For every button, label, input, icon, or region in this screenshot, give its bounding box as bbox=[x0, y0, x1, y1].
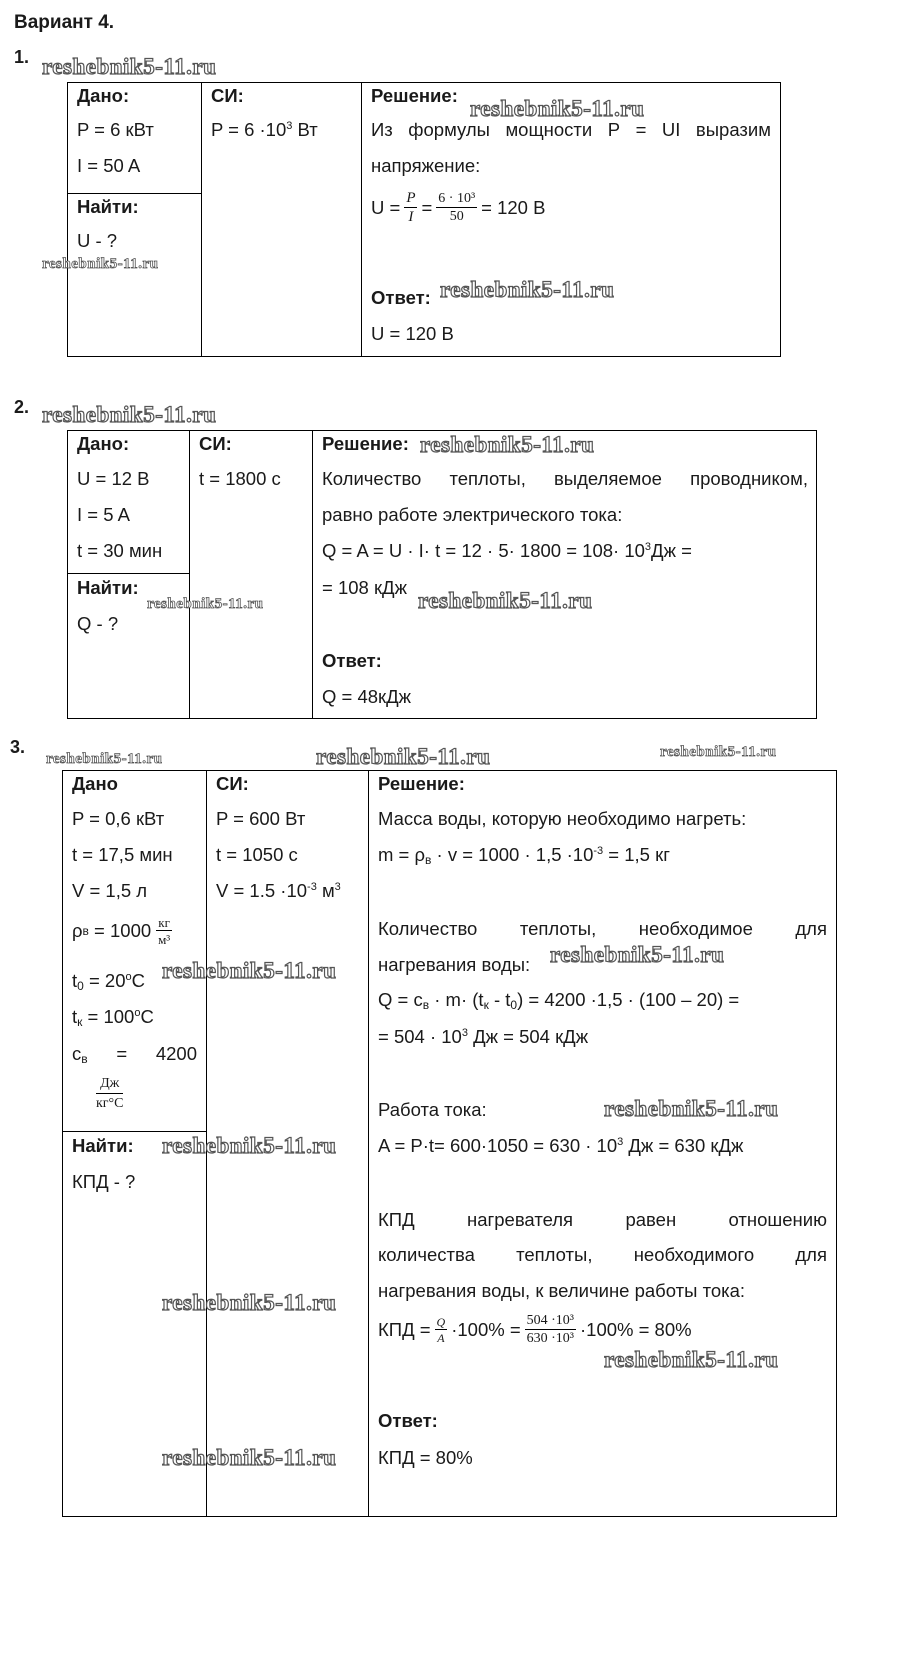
watermark: reshebnik5-11.ru bbox=[660, 744, 777, 760]
specific-heat-unit: $\frac{Дж}{кг^\circ C}$ bbox=[96, 1076, 124, 1111]
watermark: reshebnik5-11.ru bbox=[316, 744, 491, 769]
solution-line-4: нагревания воды: bbox=[378, 954, 531, 975]
solution-line-1: Из формулы мощности P = UI выразим bbox=[371, 119, 771, 140]
watermark: reshebnik5-11.ru bbox=[147, 596, 264, 612]
watermark: reshebnik5-11.ru bbox=[604, 1347, 779, 1372]
given-header: Дано: bbox=[77, 85, 130, 106]
problem-2-number: 2. bbox=[14, 397, 30, 417]
si-time: t = 1050 с bbox=[216, 844, 298, 865]
solution-header: Решение: bbox=[322, 433, 409, 454]
watermark: reshebnik5-11.ru bbox=[418, 588, 593, 613]
solution-line-9: КПД нагревателя равен отношению bbox=[378, 1209, 827, 1230]
solution-header: Решение: bbox=[378, 773, 465, 794]
answer-header: Ответ: bbox=[322, 650, 382, 671]
answer-value: КПД = 80% bbox=[378, 1447, 473, 1468]
solution-line-10: количества теплоты, необходимого для bbox=[378, 1244, 827, 1265]
watermark: reshebnik5-11.ru bbox=[162, 1290, 337, 1315]
si-time: t = 1800 с bbox=[199, 468, 281, 489]
solution-line-2: напряжение: bbox=[371, 155, 481, 176]
given-power: P = 6 кВт bbox=[77, 119, 154, 140]
watermark: reshebnik5-11.ru bbox=[162, 958, 337, 983]
given-header: Дано bbox=[72, 773, 118, 794]
given-current: I = 5 A bbox=[77, 504, 130, 525]
solution-line-1: Количество теплоты, выделяемое проводником, bbox=[322, 468, 808, 489]
power-formula: U = $\frac{P}{I}$ = $\frac{\text{6 · 10³}}{50}$ = 120 В bbox=[371, 190, 546, 225]
watermark: reshebnik5-11.ru bbox=[550, 942, 725, 967]
si-header: СИ: bbox=[199, 433, 232, 454]
solution-line-11: нагревания воды, к величине работы тока: bbox=[378, 1280, 746, 1301]
si-header: СИ: bbox=[211, 85, 244, 106]
efficiency-formula: КПД = $\frac{Q}{A}$ ·100% = $\frac{\text{504 ·10³}}{\text{630 ·10³}}$ ·100% = 80% bbox=[378, 1313, 692, 1346]
given-power: P = 0,6 кВт bbox=[72, 808, 165, 829]
given-volume: V = 1,5 л bbox=[72, 880, 148, 901]
given-time: t = 17,5 мин bbox=[72, 844, 173, 865]
watermark: reshebnik5-11.ru bbox=[162, 1445, 337, 1470]
problem-1-number: 1. bbox=[14, 47, 30, 67]
find-value: КПД - ? bbox=[72, 1171, 136, 1192]
heat-result: = $504 \cdot 10^3$ Дж = 504 кДж bbox=[378, 1026, 589, 1047]
watermark: reshebnik5-11.ru bbox=[440, 277, 615, 302]
heat-result: = 108 кДж bbox=[322, 577, 407, 598]
watermark: reshebnik5-11.ru bbox=[604, 1096, 779, 1121]
answer-header: Ответ: bbox=[378, 1410, 438, 1431]
watermark: reshebnik5-11.ru bbox=[162, 1133, 337, 1158]
watermark: reshebnik5-11.ru bbox=[46, 751, 163, 767]
given-time: t = 30 мин bbox=[77, 540, 163, 561]
watermark: reshebnik5-11.ru bbox=[420, 432, 595, 457]
watermark: reshebnik5-11.ru bbox=[42, 54, 217, 79]
given-initial-temp: $t_0 = 20^oC$ bbox=[72, 970, 145, 993]
given-final-temp: $t_к = 100^oC$ bbox=[72, 1006, 154, 1029]
page-title: Вариант 4. bbox=[14, 12, 115, 33]
find-value: Q - ? bbox=[77, 613, 119, 634]
problem-3-number: 3. bbox=[10, 737, 26, 757]
solution-line-3: Количество теплоты, необходимое для bbox=[378, 918, 827, 939]
heat-formula: $Q = c_в \cdot m\cdot (t_к - t_0) = 4200 \cdot 1,5 \cdot (100 - 20)$ = bbox=[378, 989, 740, 1012]
given-density: ρ в = 1000 $\frac{кг}{\text{м³}}$ bbox=[72, 915, 171, 947]
mass-formula: $m = \rho_в \cdot v = 1000 \cdot 1,5 \cdot 10^{-3} = 1,5$ кг bbox=[378, 844, 670, 867]
given-header: Дано: bbox=[77, 433, 130, 454]
heat-formula: $Q = A = U \cdot I\cdot t = 12 \cdot 5\cdot 1800 = 108\cdot 10^3Дж$ = bbox=[322, 540, 692, 561]
watermark: reshebnik5-11.ru bbox=[42, 402, 217, 427]
si-power: $P = 6 \cdot 10^3$ Вт bbox=[211, 119, 318, 140]
work-header: Работа тока: bbox=[378, 1099, 487, 1120]
watermark: reshebnik5-11.ru bbox=[470, 96, 645, 121]
si-volume: $V = 1.5 \cdot 10^{-3}$ $м^3$ bbox=[216, 880, 341, 901]
given-specific-heat: $c_в$ = 4200 bbox=[72, 1043, 197, 1066]
find-header: Найти: bbox=[77, 577, 139, 598]
watermark: reshebnik5-11.ru bbox=[42, 256, 159, 272]
si-header: СИ: bbox=[216, 773, 249, 794]
work-formula: $A = P\cdot t= 600\cdot 1050 = 630 \cdot 10^3$ Дж = 630 кДж bbox=[378, 1135, 744, 1156]
given-voltage: U = 12 В bbox=[77, 468, 150, 489]
answer-value: U = 120 В bbox=[371, 323, 454, 344]
solution-header: Решение: bbox=[371, 85, 458, 106]
find-header: Найти: bbox=[72, 1135, 134, 1156]
given-current: I = 50 A bbox=[77, 155, 141, 176]
solution-line-1: Масса воды, которую необходимо нагреть: bbox=[378, 808, 747, 829]
solution-line-2: равно работе электрического тока: bbox=[322, 504, 623, 525]
answer-value: Q = 48кДж bbox=[322, 686, 412, 707]
find-header: Найти: bbox=[77, 196, 139, 217]
si-power: P = 600 Вт bbox=[216, 808, 306, 829]
find-value: U - ? bbox=[77, 230, 118, 251]
answer-header: Ответ: bbox=[371, 287, 431, 308]
